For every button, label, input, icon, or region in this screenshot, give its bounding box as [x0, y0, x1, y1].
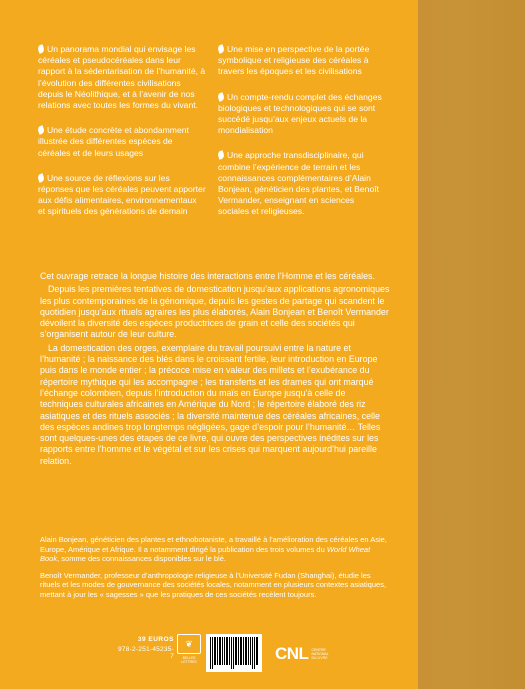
leaf-icon	[217, 151, 225, 161]
book-title-ref: World Wheat Book	[40, 544, 371, 564]
bullet-item: Une mise en perspective de la portée symbolique et religieuse des céréales à travers les époques et les civilisations	[218, 44, 370, 77]
book-spine	[418, 0, 525, 689]
cnl-mark: CNL	[275, 644, 309, 663]
description-paragraph: Cet ouvrage retrace la longue histoire des interactions entre l’Homme et les céréales.	[40, 271, 375, 281]
leaf-icon	[217, 44, 225, 54]
author-bio-vermander: Benoît Vermander, professeur d’anthropologie religieuse à l’Université Fudan (Shanghai), étudie les rituels et les modes de gouvernance des sociétés locales, notamment en plusieurs contextes asiatiques, mettant à jour les « sagesses » que les pratiques de ces sociétés recèlent toujours.	[40, 570, 387, 599]
barcode	[206, 634, 262, 672]
description-paragraph: Depuis les premières tentatives de domestication jusqu’aux applications agronomiques les plus contemporaines de la génomique, depuis les gestes de partage qui scandent le quotidien jusqu’aux rituels agraires les plus élaborés, Alain Bonjean et Benoît Vermander dévoilent la diversité des espèces productrices de grain et celle des sociétés qui s’organisent autour de leur culture.	[40, 284, 390, 340]
publisher-seal-icon: ❦	[177, 634, 201, 654]
price-label: 39 EUROS	[137, 636, 174, 643]
price-block	[118, 636, 174, 660]
cnl-logo	[275, 644, 333, 664]
bullets-right-column	[218, 44, 386, 232]
bullet-item: Une source de réflexions sur les réponses que les céréales peuvent apporter aux défis alimentaires, environnementaux et spirituels des générations de demain	[38, 172, 206, 217]
publisher-logo	[176, 634, 202, 674]
barcode-graphic	[206, 634, 262, 672]
isbn-label: 978-2-251-45235-7	[118, 646, 174, 660]
bullet-item: Une approche transdisciplinaire, qui combine l’expérience de terrain et les connaissances complémentaires d’Alain Bonjean, généticien des plantes, et Benoît Vermander, enseignant en sciences sociales et religieuses.	[218, 150, 380, 217]
publisher-logo-text: BELLES LETTRES	[181, 656, 197, 664]
author-bios	[40, 535, 388, 607]
leaf-icon	[37, 173, 45, 183]
description-paragraph: La domestication des orges, exemplaire du travail poursuivi entre la nature et l’humanité ; la naissance des blés dans le croissant fertile, leur introduction en Europe puis dans le monde entier ; la précoce mise en valeur des millets et l’exubérance du répertoire mythique qui les accompagne ; les transferts et les drames qui ont marqué l’échange colombien, depuis l’introduction du maïs en Europe jusqu’à celle de techniques culturales africaines en Amérique du Nord ; le répertoire élaboré des riz asiatiques et des rituels associés ; la diversité maintenue des céréales africaines, celle des espèces andines trop longtemps négligées, gage d’espoir pour l’humanité… Telles sont quelques-unes des étapes de ce livre, qui ouvre des perspectives inédites sur les rapports entre l’homme et le végétal et sur les crises qui marquent aujourd’hui pareille relation.	[40, 342, 381, 466]
bullet-item: Un panorama mondial qui envisage les céréales et pseudocéréales dans leur rapport à la sédentarisation de l’humanité, à l’évolution des différentes civilisations depuis le Néolithique, et à l’avenir de nos relations avec toutes les formes du vivant.	[38, 44, 206, 111]
bullets-left-column	[38, 44, 206, 232]
leaf-icon	[217, 92, 225, 102]
leaf-icon	[37, 44, 45, 54]
author-bio-bonjean: Alain Bonjean, généticien des plantes et ethnobotaniste, a travaillé à l’amélioration des céréales en Asie, Europe, Amérique et Afrique. Il a notamment dirigé la publication des trois volumes du World Wheat Book, somme des connaissances disponibles sur le blé.	[40, 535, 387, 564]
bullet-item: Une étude concrète et abondamment illustrée des différentes espèces de céréales et de leurs usages	[38, 125, 189, 158]
book-description	[40, 271, 390, 469]
feature-bullets	[38, 44, 386, 232]
leaf-icon	[37, 125, 45, 135]
bullet-item: Un compte-rendu complet des échanges biologiques et technologiques qui se sont succédé jusqu’aux enjeux actuels de la mondialisation	[218, 91, 382, 136]
cnl-subtext: CENTRE NATIONAL DU LIVRE	[311, 647, 329, 661]
